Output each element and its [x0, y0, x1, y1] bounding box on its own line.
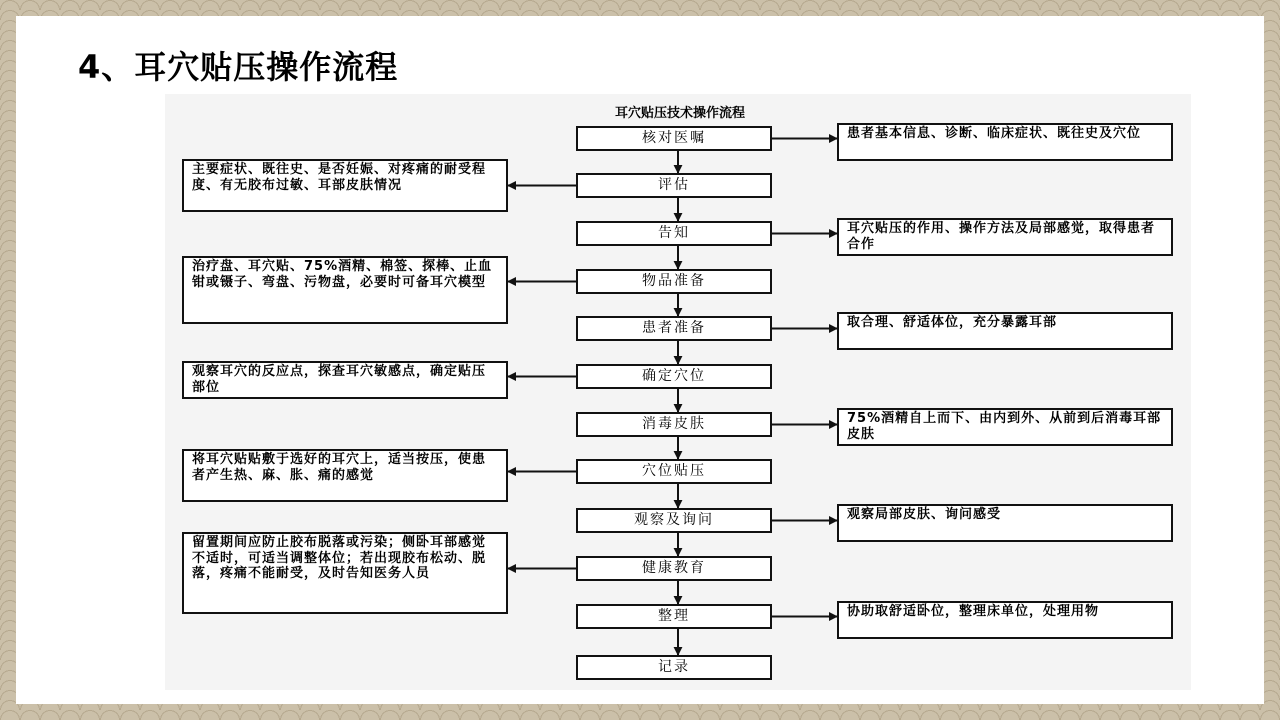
note-tidy-up: 协助取舒适卧位，整理床单位，处理用物	[837, 601, 1173, 639]
step-record: 记录	[576, 655, 772, 680]
step-verify-orders: 核对医嘱	[576, 126, 772, 151]
step-health-education: 健康教育	[576, 556, 772, 581]
note-prepare-patient: 取合理、舒适体位，充分暴露耳部	[837, 312, 1173, 350]
step-observe-inquire: 观察及询问	[576, 508, 772, 533]
note-apply-press: 将耳穴贴贴敷于选好的耳穴上，适当按压，使患者产生热、麻、胀、痛的感觉	[182, 449, 508, 502]
slide	[16, 16, 1264, 704]
note-observe-inquire: 观察局部皮肤、询问感受	[837, 504, 1173, 542]
step-disinfect-skin: 消毒皮肤	[576, 412, 772, 437]
note-inform: 耳穴贴压的作用、操作方法及局部感觉，取得患者合作	[837, 218, 1173, 256]
flowchart-figure	[165, 94, 1191, 690]
note-health-education: 留置期间应防止胶布脱落或污染；侧卧耳部感觉不适时，可适当调整体位；若出现胶布松动、脱落，疼痛不能耐受，及时告知医务人员	[182, 532, 508, 614]
note-locate-points: 观察耳穴的反应点，探查耳穴敏感点，确定贴压部位	[182, 361, 508, 399]
step-assessment: 评估	[576, 173, 772, 198]
slide-title: 4、耳穴贴压操作流程	[78, 48, 399, 86]
step-apply-press: 穴位贴压	[576, 459, 772, 484]
note-prepare-items: 治疗盘、耳穴贴、75%酒精、棉签、探棒、止血钳或镊子、弯盘、污物盘，必要时可备耳穴模型	[182, 256, 508, 324]
step-tidy-up: 整理	[576, 604, 772, 629]
step-prepare-items: 物品准备	[576, 269, 772, 294]
diagram-title: 耳穴贴压技术操作流程	[614, 106, 745, 121]
note-disinfect-skin: 75%酒精自上而下、由内到外、从前到后消毒耳部皮肤	[837, 408, 1173, 446]
note-assessment: 主要症状、既往史、是否妊娠、对疼痛的耐受程度、有无胶布过敏、耳部皮肤情况	[182, 159, 508, 212]
step-locate-points: 确定穴位	[576, 364, 772, 389]
step-prepare-patient: 患者准备	[576, 316, 772, 341]
step-inform: 告知	[576, 221, 772, 246]
note-verify-orders: 患者基本信息、诊断、临床症状、既往史及穴位	[837, 123, 1173, 161]
